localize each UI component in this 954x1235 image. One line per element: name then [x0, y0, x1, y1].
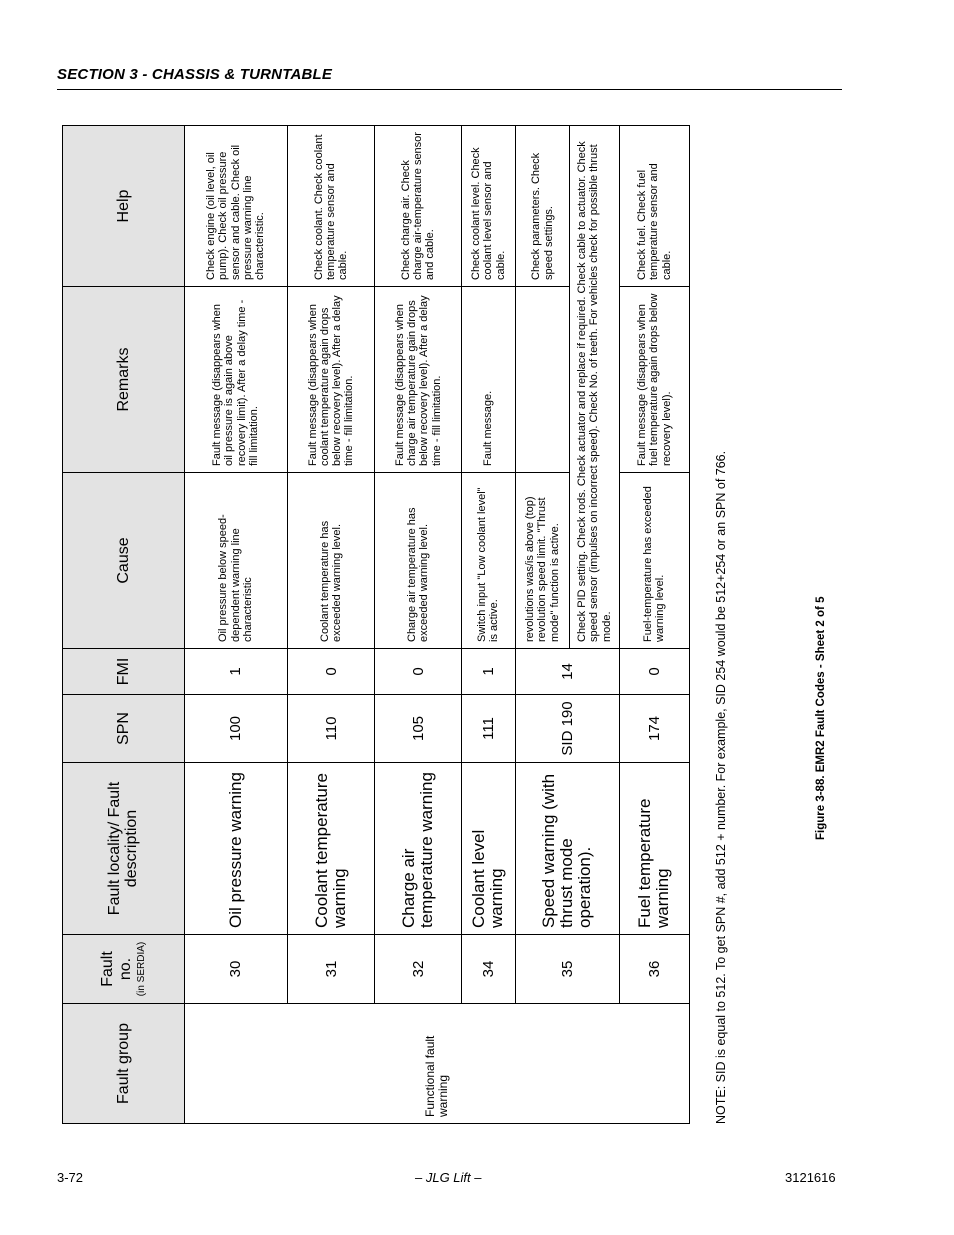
fmi-cell: 14 — [515, 649, 619, 695]
spn-cell: 111 — [462, 695, 516, 763]
document-number: 3121616 — [785, 1170, 836, 1185]
help-cell: Check coolant. Check coolant temperature sensor and cable. — [287, 126, 375, 287]
fault-no-cell: 34 — [462, 935, 516, 1004]
table-row — [462, 126, 516, 1124]
fmi-cell: 0 — [287, 649, 375, 695]
help-cell: Check coolant level. Check coolant level sensor and cable. — [462, 126, 516, 287]
col-header-remarks: Remarks — [63, 287, 185, 473]
sid-note: NOTE: SID is equal to 512. To get SPN #, add 512 + number. For example, SID 254 would be 512+254 or an SPN of 766. — [714, 450, 728, 1124]
fault-codes-table — [62, 125, 690, 1124]
fault-no-cell: 32 — [375, 935, 462, 1004]
fmi-cell: 0 — [375, 649, 462, 695]
table-row — [619, 126, 689, 1124]
col-header-fault-group: Fault group — [63, 1004, 185, 1124]
remarks-cell: Fault message (disappears when coolant temperature again drops below recovery level). After a delay time - fill limitation. — [287, 287, 375, 473]
fault-no-cell: 36 — [619, 935, 689, 1004]
fault-no-cell: 35 — [515, 935, 619, 1004]
description-cell: Coolant temperature warning — [287, 763, 375, 935]
fault-no-cell: 30 — [184, 935, 287, 1004]
spn-cell: 105 — [375, 695, 462, 763]
spn-cell: 174 — [619, 695, 689, 763]
fmi-cell: 1 — [462, 649, 516, 695]
description-cell: Speed warning (with thrust mode operation). — [515, 763, 619, 935]
spn-cell: 110 — [287, 695, 375, 763]
help-cell: Check engine (oil level, oil pump). Check oil pressure sensor and cable. Check oil pressure warning line characteristic. — [184, 126, 287, 287]
merged-help-cell: Check PID setting. Check rods. Check actuator and replace if required. Check cable to actuator. Check speed sensor (impulses on incorrect speed). Check No. of teeth. For vehicles check for possible thrust mode. — [570, 126, 620, 649]
remarks-cell — [515, 287, 570, 473]
help-cell: Check parameters. Check speed settings. — [515, 126, 570, 287]
description-cell: Oil pressure warning — [184, 763, 287, 935]
cause-cell: Switch input "Low coolant level" is active. — [462, 473, 516, 649]
table-header-row — [63, 126, 185, 1124]
col-header-fault-no-sub: (in SERDIA) — [136, 941, 148, 997]
table-row — [515, 126, 570, 1124]
remarks-cell: Fault message (disappears when oil pressure is again above recovery limit). After a delay time - fill limitation. — [184, 287, 287, 473]
header-divider — [57, 89, 842, 90]
section-title: SECTION 3 - CHASSIS & TURNTABLE — [57, 66, 333, 83]
description-cell: Charge air temperature warning — [375, 763, 462, 935]
cause-cell: Coolant temperature has exceeded warning level. — [287, 473, 375, 649]
cause-cell: revolutions was/is above (top) revolution speed limit. "Thrust mode" function is active. — [515, 473, 570, 649]
fault-group-cell: Functional fault warning — [184, 1004, 689, 1124]
remarks-cell: Fault message (disappears when fuel temperature again drops below recovery level). — [619, 287, 689, 473]
table-row — [375, 126, 462, 1124]
col-header-fault-no-label: Fault no. — [99, 951, 134, 987]
cause-cell: Charge air temperature has exceeded warning level. — [375, 473, 462, 649]
help-cell: Check fuel. Check fuel temperature sensor and cable. — [619, 126, 689, 287]
page-number: 3-72 — [57, 1170, 84, 1185]
spn-cell: 100 — [184, 695, 287, 763]
help-cell: Check charge air. Check charge air-temperature sensor and cable. — [375, 126, 462, 287]
description-cell: Fuel temperature warning — [619, 763, 689, 935]
figure-caption: Figure 3-88. EMR2 Fault Codes - Sheet 2 of 5 — [815, 596, 827, 840]
cause-cell: Fuel-temperature has exceeded warning level. — [619, 473, 689, 649]
description-cell: Coolant level warning — [462, 763, 516, 935]
table-row — [287, 126, 375, 1124]
fmi-cell: 0 — [619, 649, 689, 695]
cause-cell: Oil pressure below speed-dependent warning line characteristic — [184, 473, 287, 649]
remarks-cell: Fault message (disappears when charge air temperature gain drops below recovery level). After a delay time - fill limitation. — [375, 287, 462, 473]
col-header-description: Fault locality/ Fault description — [63, 763, 185, 935]
col-header-cause: Cause — [63, 473, 185, 649]
table-row — [184, 126, 287, 1124]
col-header-help: Help — [63, 126, 185, 287]
col-header-spn: SPN — [63, 695, 185, 763]
spn-cell: SID 190 — [515, 695, 619, 763]
col-header-fmi: FMI — [63, 649, 185, 695]
fault-no-cell: 31 — [287, 935, 375, 1004]
footer-brand: – JLG Lift – — [415, 1170, 482, 1185]
fmi-cell: 1 — [184, 649, 287, 695]
fault-table-container — [62, 132, 690, 1124]
col-header-fault-no — [63, 935, 185, 1004]
remarks-cell: Fault message. — [462, 287, 516, 473]
